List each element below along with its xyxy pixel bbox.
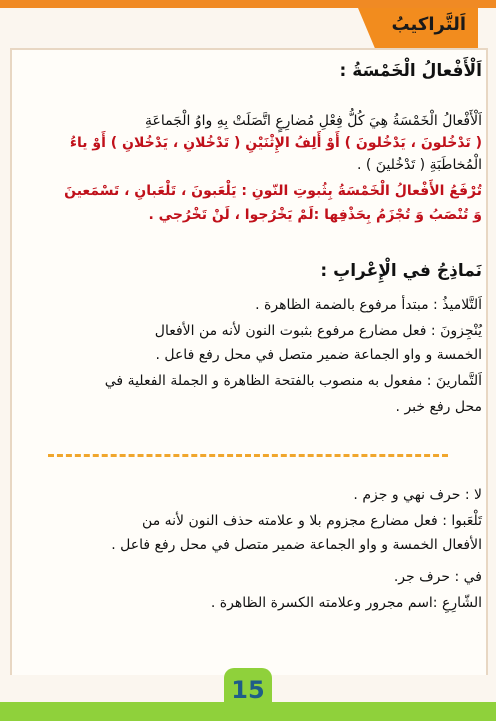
parse2-line-2: تَلْعَبوا : فعل مضارع مجزوم بلا و علامته حذف النون لأنه من	[142, 513, 482, 529]
parse2-line-1: لا : حرف نهي و جزم .	[353, 487, 482, 503]
top-band	[0, 0, 496, 8]
rule-line-1: تُرْفَعُ الأَفْعالُ الْخَمْسَةُ بِثُبوتِ النّونِ : يَلْعَبونَ ، تَلْعَبانِ ، تَسْمَعينَ	[64, 183, 482, 199]
definition-line-1: اَلْأَفْعالُ الْخَمْسَةُ هِيَ كُلُّ فِعْلِ مُضارِعٍ اتَّصَلَتْ بِهِ واوُ الْجَماعَةِ	[144, 113, 482, 129]
section2-title: نَماذِجُ في الْإِعْرابِ :	[320, 261, 482, 281]
page-number: 15	[231, 676, 265, 704]
parse2-line-5: الشّارِعِ :اسم مجرور وعلامته الكسرة الظاهرة .	[210, 595, 482, 611]
parse-line-5: محل رفع خبر .	[395, 399, 482, 415]
definition-line-3: الْمُخاطَبَةِ ( تَدْخُلينَ ) .	[356, 157, 482, 173]
parse-line-3: الخمسة و واو الجماعة ضمير متصل في محل رفع فاعل .	[155, 347, 482, 363]
parse2-line-4: في : حرف جر.	[393, 569, 482, 585]
parse2-line-3: الأفعال الخمسة و واو الجماعة ضمير متصل في محل رفع فاعل .	[111, 537, 482, 553]
definition-line-2: ( تَدْخُلونَ ، يَدْخُلونَ ) أَوْ أَلِفُ الإِثْنَيْنِ ( تَدْخُلانِ ، يَدْخُلانِ ) أَوْ ياءُ	[69, 135, 482, 151]
dashed-separator	[48, 454, 448, 457]
section-title: اَلتَّراكيبُ	[391, 14, 466, 35]
rule-line-2: وَ تُنْصَبُ وَ تُجْزَمُ بِحَذْفِها :لَمْ يَخْرُجوا ، لَنْ تَخْرُجي .	[148, 207, 482, 223]
parse-line-2: يُنْجِزونَ : فعل مضارع مرفوع بثبوت النون لأنه من الأفعال	[154, 323, 482, 339]
section1-title: اَلْأَفْعالُ الْخَمْسَةُ :	[339, 61, 482, 81]
parse-line-1: اَلتَّلاميذُ : مبتدأ مرفوع بالضمة الظاهرة .	[255, 297, 482, 313]
parse-line-4: اَلتَّمارينَ : مفعول به منصوب بالفتحة الظاهرة و الجملة الفعلية في	[104, 373, 482, 389]
